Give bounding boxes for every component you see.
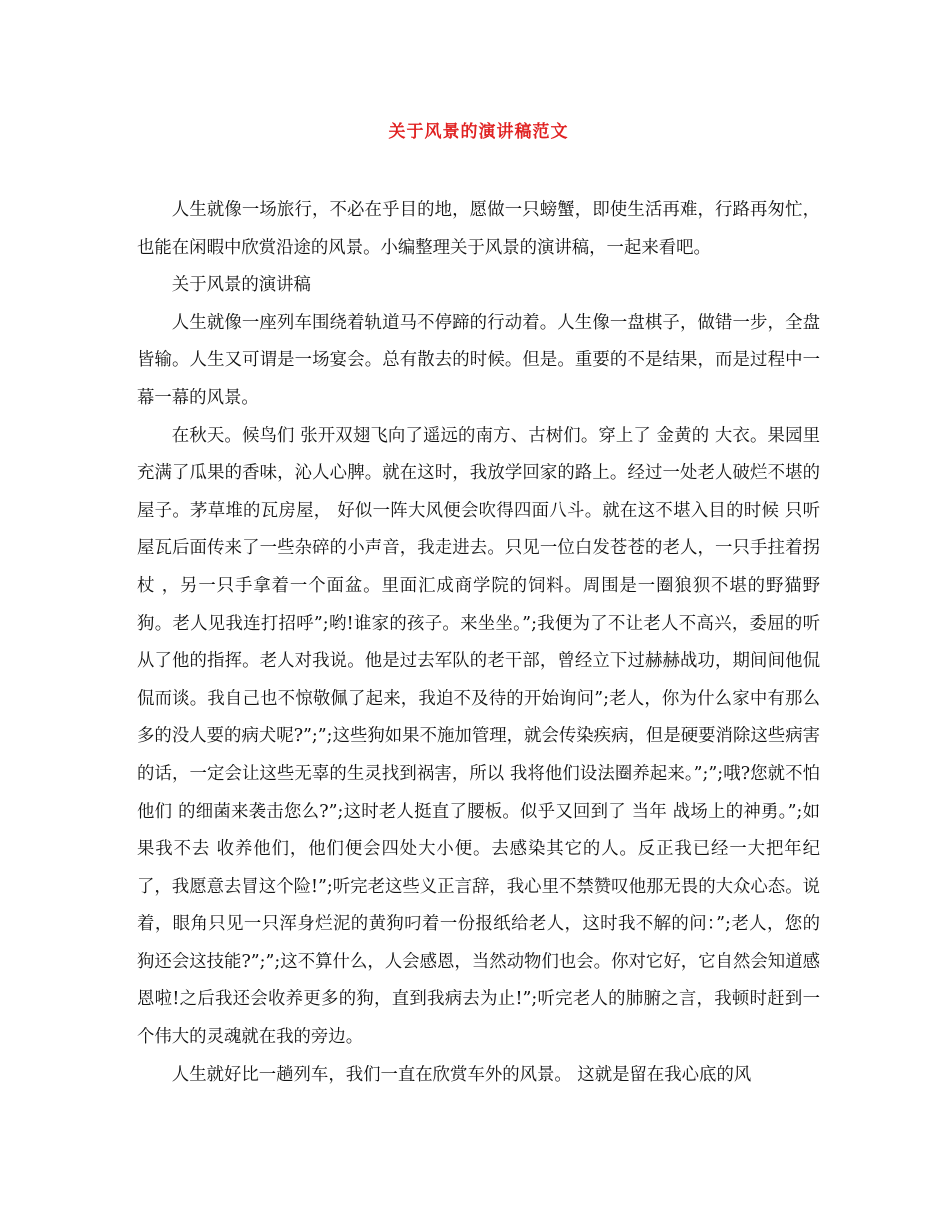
document-title: 关于风景的演讲稿范文 — [388, 122, 569, 142]
section-heading: 关于风景的演讲稿 — [171, 275, 311, 296]
paragraph-life-train: 人生就像一座列车围绕着轨道马不停蹄的行动着。人生像一盘棋子，做错一步，全盘皆输。人生又可谓是一场宴会。总有散去的时候。但是。重要的不是结果，而是过程中一幕一幕的风景。 — [137, 312, 820, 408]
paragraph-autumn-story: 在秋天。候鸟们 张开双翅飞向了遥远的南方、古树们。穿上了 金黄的 大衣。果园里充满了瓜果的香味，沁人心脾。就在这时，我放学回家的路上。经过一处老人破烂不堪的屋子。茅草堆的瓦房屋， 好似一阵大风便会吹得四面八斗。就在这不堪入目的时候 只听屋瓦后面传来了一些杂碎的小声音，我走进去。只见一位白发苍苍的老人，一只手拄着拐杖 ，另一只手拿着一个面盆。里面汇成商学院的饲料。周围是一圈狼狈不堪的野猫野狗。老人见我连打招呼”;哟!谁家的孩子。来坐坐。”;我便为了不让老人不高兴，委屈的听从了他的指挥。老人对我说。他是过去军队的老干部，曾经立下过赫赫战功，期间间他侃侃而谈。我自己也不惊敬佩了起来，我迫不及待的开始询问”;老人，你为什么家中有那么多的没人要的病犬呢?”;”;这些狗如果不施加管理，就会传染疾病，但是硬要消除这些病害的话，一定会让这些无辜的生灵找到祸害，所以 我将他们设法圈养起来。”;”;哦?您就不怕 他们 的细菌来袭击您么?”;这时老人挺直了腰板。似乎又回到了 当年 战场上的神勇。”;如果我不去 收养他们，他们便会四处大小便。去感染其它的人。反正我已经一大把年纪了，我愿意去冒这个险!”;听完老这些义正言辞，我心里不禁赞叹他那无畏的大众心态。说着，眼角只见一只浑身烂泥的黄狗叼着一份报纸给老人，这时我不解的问：”;老人，您的狗还会这技能?”;”;这不算什么，人会感恩，当然动物们也会。你对它好，它自然会知道感恩啦!之后我还会收养更多的狗，直到我病去为止!”;听完老人的肺腑之言，我顿时赶到一个伟大的灵魂就在我的旁边。 — [137, 425, 820, 1048]
paragraph-intro: 人生就像一场旅行，不必在乎目的地，愿做一只螃蟹，即使生活再难，行路再匆忙，也能在闲暇中欣赏沿途的风景。小编整理关于风景的演讲稿，一起来看吧。 — [137, 200, 820, 258]
paragraph-closing: 人生就好比一趟列车，我们一直在欣赏车外的风景。 这就是留在我心底的风 — [171, 1064, 752, 1085]
